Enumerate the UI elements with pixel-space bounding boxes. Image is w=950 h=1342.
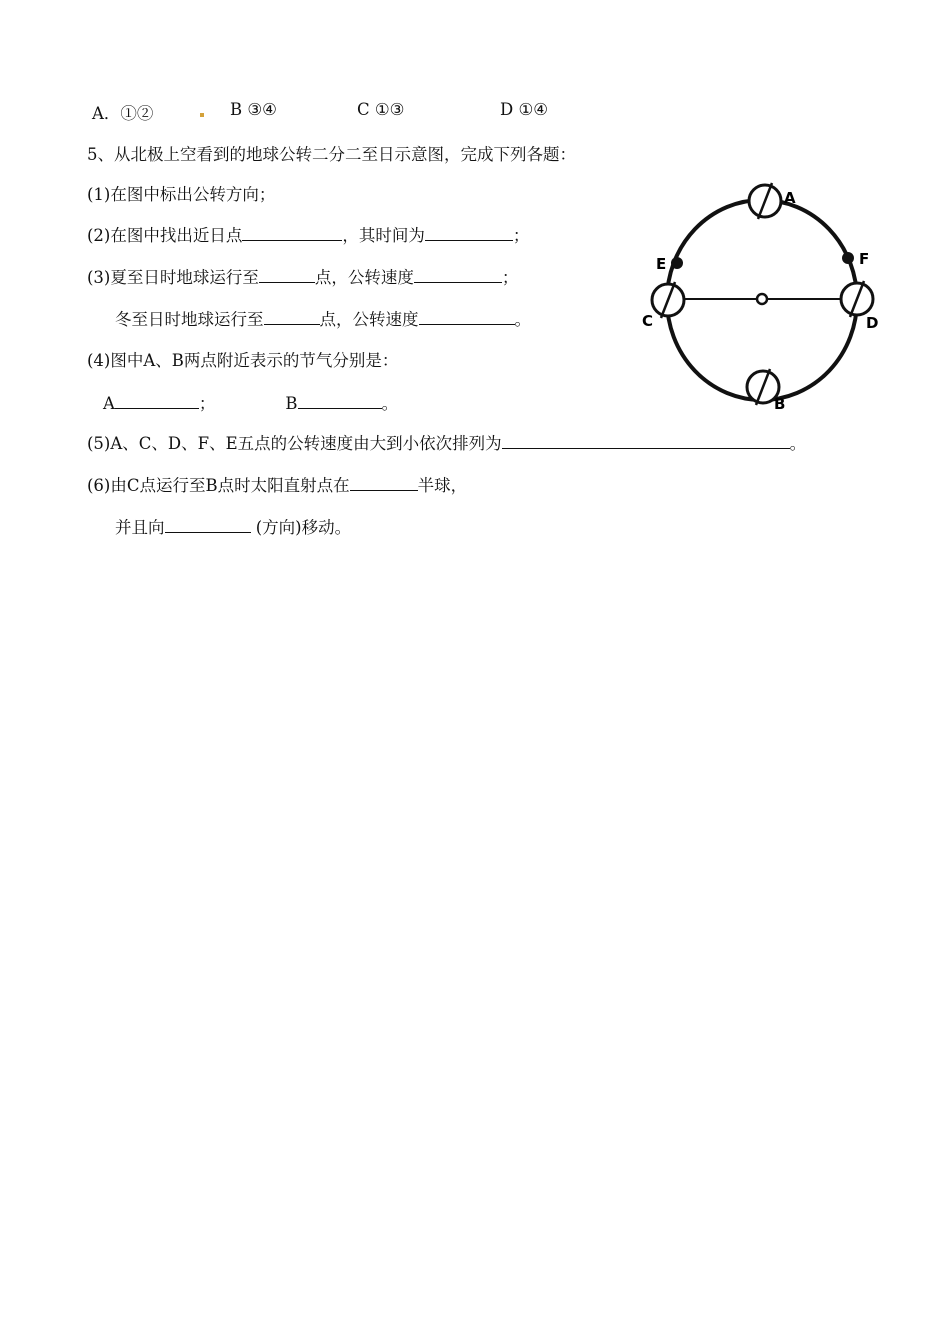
perihelion-blank[interactable]	[242, 224, 342, 241]
winter-solstice-point-blank[interactable]	[264, 308, 320, 325]
earth-orbit-diagram	[630, 175, 890, 415]
question-3b-end: 。	[514, 310, 531, 329]
option-a: A．①②	[92, 104, 154, 123]
solar-term-a-blank[interactable]	[115, 392, 199, 409]
earth-position-a	[749, 183, 781, 219]
question-2	[87, 224, 529, 247]
hemisphere-blank[interactable]	[350, 474, 418, 491]
question-3-prefix: (3)夏至日时地球运行至	[87, 268, 259, 287]
question-4-a-label: A	[103, 394, 115, 413]
speed-order-blank[interactable]	[502, 432, 790, 449]
label-d: D	[866, 314, 879, 332]
option-b: B ③④	[230, 100, 277, 119]
summer-speed-blank[interactable]	[414, 266, 502, 283]
label-a: A	[784, 189, 796, 207]
summer-solstice-point-blank[interactable]	[259, 266, 315, 283]
question-3-mid: 点，公转速度	[314, 268, 414, 287]
earth-position-d	[841, 281, 873, 317]
question-6	[87, 474, 467, 497]
question-4-answers	[103, 392, 398, 415]
question-2-prefix: (2)在图中找出近日点	[87, 226, 243, 245]
question-4-sep: ；	[198, 394, 216, 413]
option-c: C ①③	[357, 100, 405, 119]
option-d: D ①④	[500, 100, 549, 119]
decorative-dot	[200, 113, 204, 117]
point-e	[671, 257, 683, 269]
question-3	[87, 266, 518, 289]
question-3b	[115, 308, 531, 331]
winter-speed-blank[interactable]	[419, 308, 515, 325]
question-6b	[115, 516, 351, 539]
question-5-prefix: (5)A、C、D、F、E五点的公转速度由大到小依次排列为	[87, 434, 502, 453]
question-6b-prefix: 并且向	[115, 518, 165, 537]
solar-term-b-blank[interactable]	[298, 392, 382, 409]
question-title: 5、从北极上空看到的地球公转二分二至日示意图，完成下列各题：	[87, 145, 576, 164]
question-4-end: 。	[381, 394, 399, 413]
sun-icon	[757, 294, 767, 304]
question-1: (1)在图中标出公转方向；	[87, 185, 276, 204]
label-c: C	[642, 312, 654, 330]
question-4: (4)图中A、B两点附近表示的节气分别是：	[87, 351, 399, 370]
question-6-end: 半球，	[417, 476, 468, 495]
direction-blank[interactable]	[165, 516, 251, 533]
perihelion-date-blank[interactable]	[425, 224, 513, 241]
question-5	[87, 432, 806, 455]
label-b: B	[774, 395, 786, 413]
question-3b-mid: 点，公转速度	[319, 310, 419, 329]
point-f	[842, 252, 854, 264]
question-3b-prefix: 冬至日时地球运行至	[115, 310, 264, 329]
question-2-end: ；	[512, 226, 530, 245]
question-2-mid: ，其时间为	[342, 226, 425, 245]
earth-position-c	[652, 282, 684, 318]
label-f: F	[859, 250, 870, 268]
question-4-b-label: B	[285, 394, 298, 413]
question-6b-end: (方向)移动。	[250, 518, 352, 537]
label-e: E	[656, 255, 667, 273]
question-3-end: ；	[501, 268, 519, 287]
question-5-end: 。	[789, 434, 807, 453]
question-6-prefix: (6)由C点运行至B点时太阳直射点在	[87, 476, 350, 495]
